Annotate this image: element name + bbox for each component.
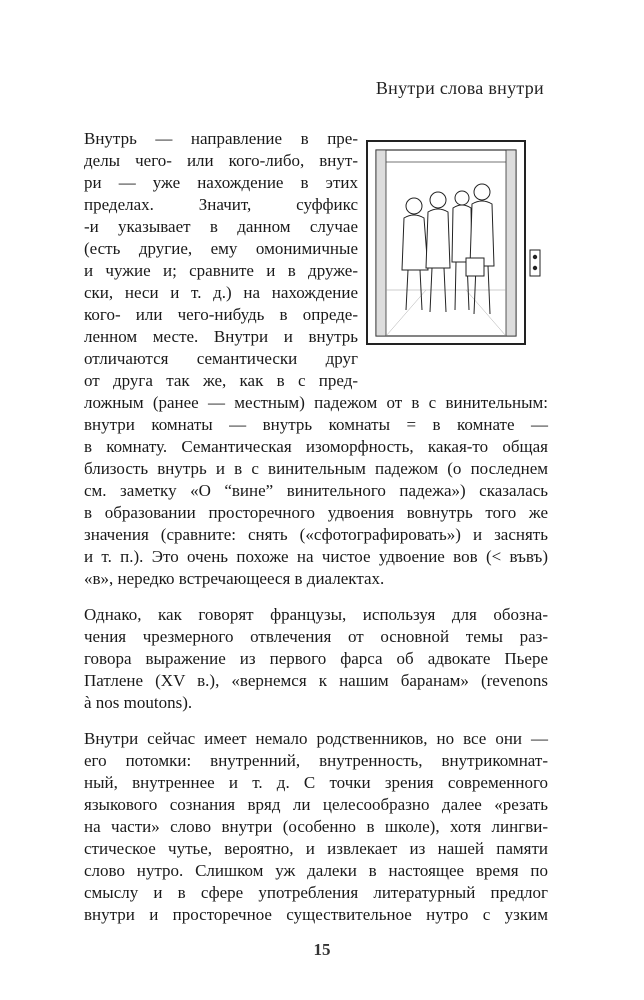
text-line: (есть другие, ему омонимичные <box>84 239 358 258</box>
text-line: Однако, как говорят французы, используя для обозна- <box>84 605 548 624</box>
text-line: кого- или чего-нибудь в опреде- <box>84 305 358 324</box>
text-line: Внутрь — направление в пре- <box>84 129 358 148</box>
text-line: на части» слово внутри (особенно в школе), хотя лингви- <box>84 817 548 836</box>
text-line: слово нутро. Слишком уж далеки в настоящее время по <box>84 861 548 880</box>
text-line: «в», нередко встречающееся в диалектах. <box>84 569 385 588</box>
text-line: значения (сравните: снять («сфотографировать») и заснять <box>84 525 548 544</box>
text-line: см. заметку «О “вине” винительного падежа») сказалась <box>84 481 548 500</box>
text-line: говора выражение из первого фарса об адвокате Пьере <box>84 649 548 668</box>
text-line: стическое чутье, вероятно, и извлекает из нашей памяти <box>84 839 548 858</box>
text-line: смыслу и в сфере употребления литературный предлог <box>84 883 548 902</box>
text-line: Внутри сейчас имеет немало родственников, но все они — <box>84 729 548 748</box>
text-line: ленном месте. Внутри и внутрь <box>84 327 358 346</box>
text-line: в образовании просторечного удвоения вовнутрь того же <box>84 503 548 522</box>
text-line: от друга так же, как в с пред- <box>84 371 358 390</box>
text-line: внутри комнаты — внутрь комнаты = в комнате — <box>84 415 548 434</box>
text-line: Патлене (XV в.), «вернемся к нашим баранам» (revenons <box>84 671 548 690</box>
text-line: близость внутрь и в с винительным падежом (о последнем <box>84 459 548 478</box>
text-line: ложным (ранее — местным) падежом от в с винительным: <box>84 393 548 412</box>
text-line: и т. п.). Это очень похоже на чистое удвоение вов (< въвъ) <box>84 547 548 566</box>
text-line: ный, внутреннее и т. д. С точки зрения современного <box>84 773 548 792</box>
text-line: чения чрезмерного отвлечения от основной темы раз- <box>84 627 548 646</box>
elevator-illustration <box>366 140 548 350</box>
page-number: 15 <box>313 940 331 959</box>
text-line: и чужие и; сравните и в друже- <box>84 261 358 280</box>
text-line: -и указывает в данном случае <box>84 217 358 236</box>
text-line: à nos moutons). <box>84 693 193 712</box>
text-line: языкового сознания вряд ли целесообразно далее «резать <box>84 795 548 814</box>
text-line: его потомки: внутренний, внутренность, внутрикомнат- <box>84 751 548 770</box>
text-line: пределах. Значит, суффикс <box>84 195 358 214</box>
text-line: ски, неси и т. д.) на нахождение <box>84 283 358 302</box>
running-title: Внутри слова внутри <box>375 78 544 98</box>
text-line: внутри и просторечное существительное нутро с узким <box>84 905 548 924</box>
text-line: в комнату. Семантическая изоморфность, какая-то общая <box>84 437 548 456</box>
text-line: ри — уже нахождение в этих <box>84 173 358 192</box>
text-line: делы чего- или кого-либо, внут- <box>84 151 358 170</box>
text-line: отличаются семантически друг <box>84 349 358 368</box>
